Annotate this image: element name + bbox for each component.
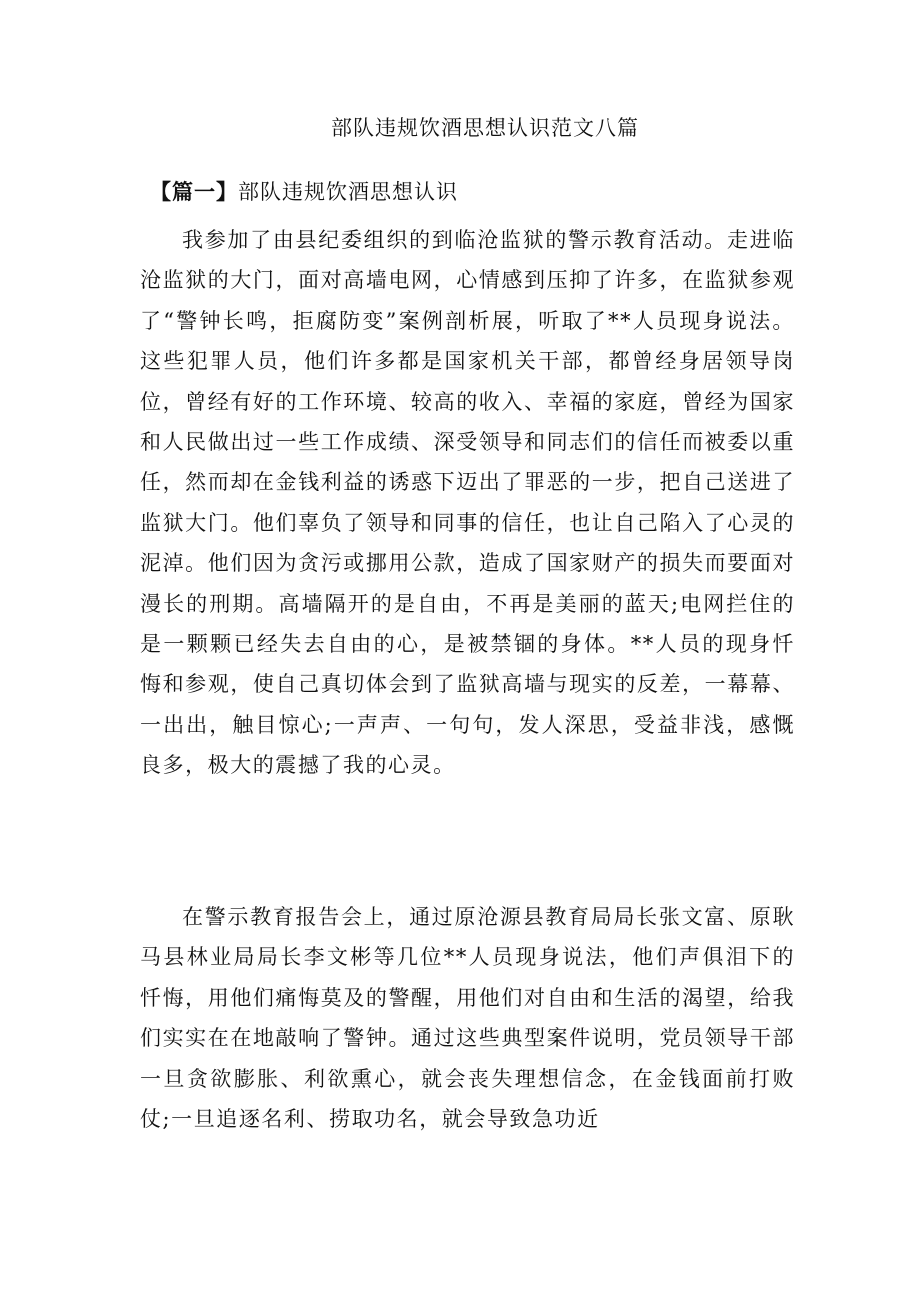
section-title: 部队违规饮酒思想认识 [238, 180, 458, 204]
paragraph-1: 我参加了由县纪委组织的到临沧监狱的警示教育活动。走进临沧监狱的大门，面对高墙电网，心情感到压抑了许多，在监狱参观了“警钟长鸣，拒腐防变”案例剖析展，听取了**人员现身说法。这些犯罪人员，他们许多都是国家机关干部，都曾经身居领导岗位，曾经有好的工作环境、较高的收入、幸福的家庭，曾经为国家和人民做出过一些工作成绩、深受领导和同志们的信任而被委以重任，然而却在金钱利益的诱惑下迈出了罪恶的一步，把自己送进了监狱大门。他们辜负了领导和同事的信任，也让自己陷入了心灵的泥淖。他们因为贪污或挪用公款，造成了国家财产的损失而要面对漫长的刑期。高墙隔开的是自由，不再是美丽的蓝天;电网拦住的是一颗颗已经失去自由的心，是被禁锢的身体。**人员的现身忏悔和参观，使自己真切体会到了监狱高墙与现实的反差，一幕幕、一出出，触目惊心;一声声、一句句，发人深思，受益非浅，感慨良多，极大的震撼了我的心灵。 [140, 228, 795, 778]
paragraph-2: 在警示教育报告会上，通过原沧源县教育局局长张文富、原耿马县林业局局长李文彬等几位**人员现身说法，他们声俱泪下的忏悔，用他们痛悔莫及的警醒，用他们对自由和生活的渴望，给我们实实在在地敲响了警钟。通过这些典型案件说明，党员领导干部一旦贪欲膨胀、利欲熏心，就会丧失理想信念，在金钱面前打败仗;一旦追逐名利、捞取功名，就会导致急功近 [140, 905, 795, 1132]
section-heading [150, 174, 458, 210]
document-title: 部队违规饮酒思想认识范文八篇 [331, 116, 639, 140]
section-label: 【篇一】 [150, 179, 238, 204]
